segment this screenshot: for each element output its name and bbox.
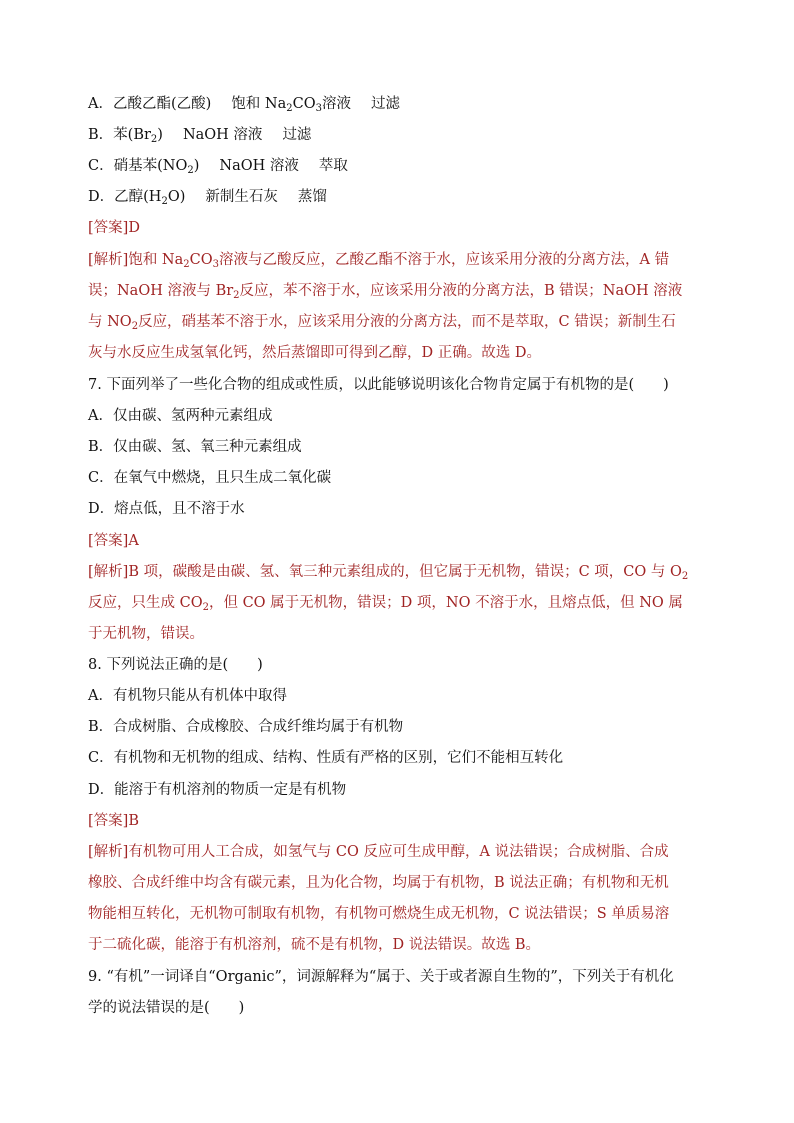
q8-analysis-line-4: 于二硫化碳，能溶于有机溶剂，硫不是有机物，D 说法错误。故选 B。 <box>88 937 540 953</box>
q9-stem-line-1: 9. “有机”一词译自“Organic”，词源解释为“属于、关于或者源自生物的”，下列关于有机化 <box>88 969 674 985</box>
q7-analysis-line-3: 于无机物，错误。 <box>88 626 204 642</box>
q6-option-a: A．乙酸乙酯(乙酸) 饱和 $Na_2CO_3$溶液 过滤 <box>88 96 400 114</box>
q7-analysis-line-2: 反应，只生成 $CO_2$，但 CO 属于无机物，错误；D 项，NO 不溶于水，且熔点低，但 NO 属 <box>88 595 683 613</box>
q6-analysis-line-3: 与 $NO_2$反应，硝基苯不溶于水，应该采用分液的分离方法，而不是萃取，C 错误；新制生石 <box>88 314 676 332</box>
q7-answer: [答案]A <box>88 533 139 549</box>
q7-analysis-line-1: [解析]B 项，碳酸是由碳、氢、氧三种元素组成的，但它属于无机物，错误；C 项，CO 与 $O_2$ <box>88 564 689 582</box>
q8-analysis-line-1: [解析]有机物可用人工合成，如氢气与 CO 反应可生成甲醇，A 说法错误；合成树脂、合成 <box>88 844 669 860</box>
q8-option-b: B．合成树脂、合成橡胶、合成纤维均属于有机物 <box>88 719 404 735</box>
q6-option-d: D．乙醇$(H_2O)$ 新制生石灰 蒸馏 <box>88 189 327 207</box>
q8-stem: 8. 下列说法正确的是( ) <box>88 657 263 673</box>
q6-option-b: B．苯$(Br_2)$ NaOH 溶液 过滤 <box>88 127 312 145</box>
q8-analysis-line-3: 物能相互转化，无机物可制取有机物，有机物可燃烧生成无机物，C 说法错误；S 单质易溶 <box>88 906 670 922</box>
q7-option-a: A．仅由碳、氢两种元素组成 <box>88 408 273 424</box>
q6-option-c: C．硝基苯$(NO_2)$ NaOH 溶液 萃取 <box>88 158 348 176</box>
q8-option-a: A．有机物只能从有机体中取得 <box>88 688 287 704</box>
q8-option-d: D．能溶于有机溶剂的物质一定是有机物 <box>88 782 347 798</box>
q8-analysis-line-2: 橡胶、合成纤维中均含有碳元素，且为化合物，均属于有机物，B 说法正确；有机物和无机 <box>88 875 669 891</box>
q7-option-c: C．在氧气中燃烧，且只生成二氧化碳 <box>88 470 332 486</box>
q6-answer: [答案]D <box>88 220 140 236</box>
q8-option-c: C．有机物和无机物的组成、结构、性质有严格的区别，它们不能相互转化 <box>88 750 564 766</box>
q6-analysis-line-2: 误；NaOH 溶液与 $Br_2$反应，苯不溶于水，应该采用分液的分离方法，B 错误；NaOH 溶液 <box>88 283 683 301</box>
q7-stem: 7. 下面列举了一些化合物的组成或性质，以此能够说明该化合物肯定属于有机物的是( ) <box>88 377 669 393</box>
q7-option-b: B．仅由碳、氢、氧三种元素组成 <box>88 439 302 455</box>
q6-analysis-line-1: [解析]饱和 $Na_2CO_3$溶液与乙酸反应，乙酸乙酯不溶于水，应该采用分液的分离方法，A 错 <box>88 252 670 270</box>
q8-answer: [答案]B <box>88 813 139 829</box>
q6-analysis-line-4: 灰与水反应生成氢氧化钙，然后蒸馏即可得到乙醇，D 正确。故选 D。 <box>88 345 541 361</box>
q9-stem-line-2: 学的说法错误的是( ) <box>88 1000 245 1016</box>
q7-option-d: D．熔点低，且不溶于水 <box>88 501 245 517</box>
